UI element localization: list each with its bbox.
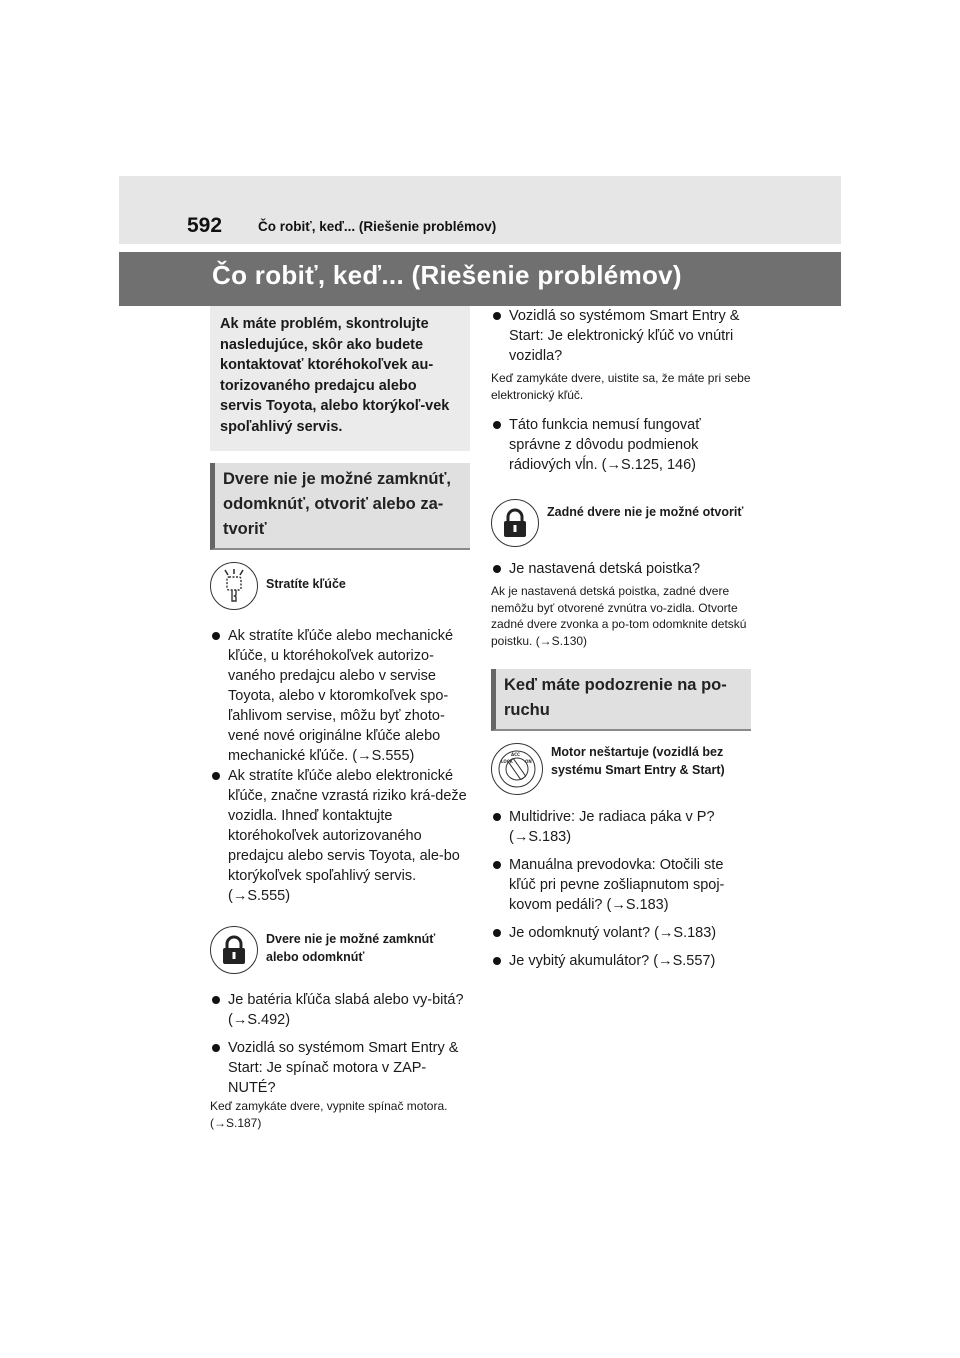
section-heading-malfunction: Keď máte podozrenie na po-ruchu [491,669,751,731]
bullet-item: Manuálna prevodovka: Otočili ste kľúč pri pevne zošliapnutom spoj-kovom pedáli? (→S.183) [491,855,751,915]
subsection-label: Dvere nie je možné zamknúť alebo odomknúť [266,932,436,964]
section-heading-doors: Dvere nie je možné zamknúť, odomknúť, otvoriť alebo za-tvoriť [210,463,470,550]
bullet-item: Vozidlá so systémom Smart Entry & Start: Je elektronický kľúč vo vnútri vozidla? [491,306,751,366]
bullet-item: Ak stratíte kľúče alebo mechanické kľúče, u ktoréhokoľvek autorizo-vaného predajcu alebo v servise Toyota, alebo v ktoromkoľvek spo-ľahlivom servise, môžu byť zhoto-vené nové originálne kľúče alebo mechanické kľúče. (→S.555) [210,626,470,766]
bullet-item: Vozidlá so systémom Smart Entry & Start: Je spínač motora v ZAP-NUTÉ? [210,1038,470,1098]
subsection-cannot-lock [210,926,470,974]
bullet-item: Je batéria kľúča slabá alebo vy-bitá? (→S.492) [210,990,470,1030]
running-title: Čo robiť, keď... (Riešenie problémov) [258,219,497,234]
bullet-item: Je vybitý akumulátor? (→S.557) [491,951,751,971]
subsection-rear-door [491,499,751,547]
bullet-item: Multidrive: Je radiaca páka v P? (→S.183) [491,807,751,847]
key-icon [210,562,258,610]
page-title: Čo robiť, keď... (Riešenie problémov) [212,260,682,290]
bullet-item: Je odomknutý volant? (→S.183) [491,923,751,943]
note-text: Keď zamykáte dvere, vypnite spínač motora. (→S.187) [210,1099,448,1130]
subsection-engine [491,743,751,795]
bullet-item: Je nastavená detská poistka? [491,559,751,579]
left-column [210,306,470,1131]
right-column [491,306,751,971]
subsection-label: Zadné dvere nie je možné otvoriť [547,505,744,519]
subsection-label: Stratíte kľúče [266,577,346,591]
page-number: 592 [187,214,223,237]
ignition-icon [491,743,543,795]
svg-text:ACC: ACC [511,752,520,757]
subsection-lost-keys [210,562,470,610]
intro-box: Ak máte problém, skontrolujte nasledujúce, skôr ako budete kontaktovať ktoréhokoľvek au-torizovaného predajcu alebo servis Toyota, alebo ktorýkoľ-vek spoľahlivý servis. [210,306,470,451]
lock-icon [491,499,539,547]
svg-text:ON: ON [525,759,532,764]
svg-text:LOCK: LOCK [501,759,513,764]
note-text: Keď zamykáte dvere, uistite sa, že máte pri sebe elektronický kľúč. [491,371,751,402]
note-text: Ak je nastavená detská poistka, zadné dvere nemôžu byť otvorené zvnútra vo-zidla. Otvorte zadné dvere zvonka a po-tom odomknite detskú poistku. (→S.130) [491,584,747,648]
bullet-item: Ak stratíte kľúče alebo elektronické kľúče, značne vzrastá riziko krá-deže vozidla. Ihneď kontaktujte ktoréhokoľvek autorizovaného predajcu alebo servis Toyota, ale-bo ktorýkoľvek spoľahlivý servis. (→S.555) [210,766,470,906]
subsection-label: Motor neštartuje (vozidlá bez systému Smart Entry & Start) [551,745,725,777]
bullet-item: Táto funkcia nemusí fungovať správne z dôvodu podmienok rádiových vĺn. (→S.125, 146) [491,415,751,475]
lock-icon [210,926,258,974]
